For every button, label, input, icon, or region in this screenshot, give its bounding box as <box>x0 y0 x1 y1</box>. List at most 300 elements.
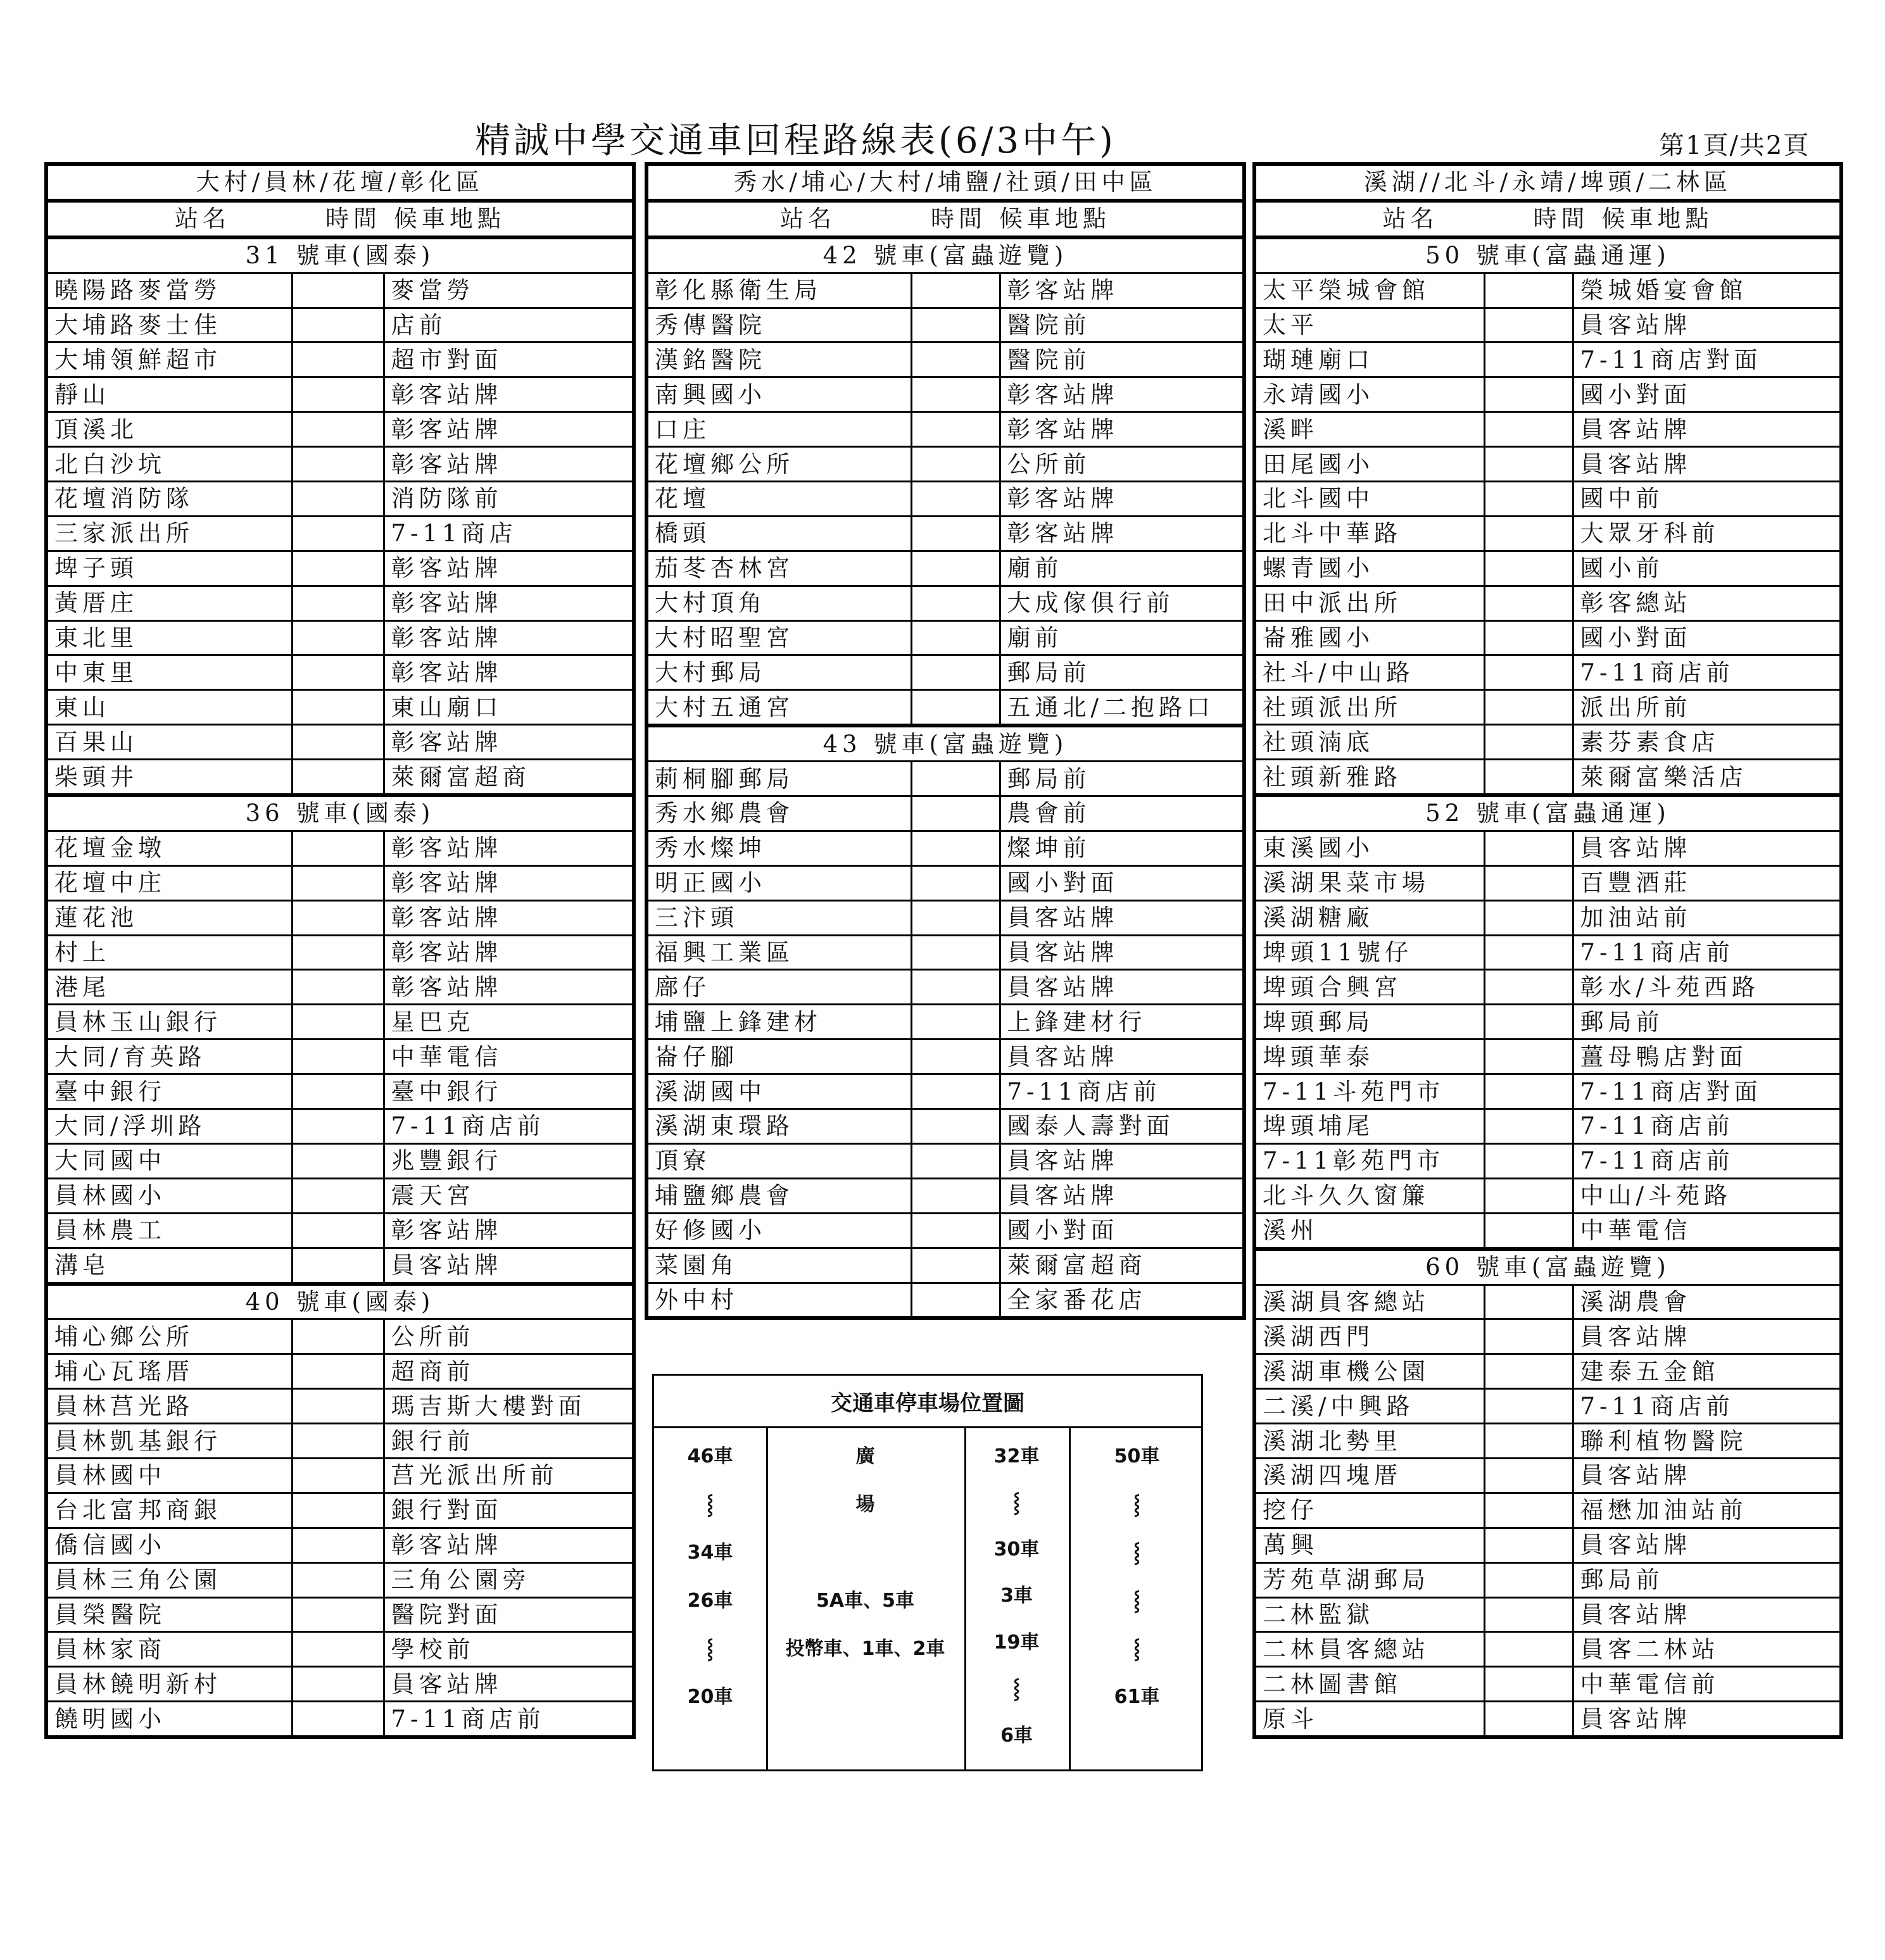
stop-time <box>292 1493 384 1528</box>
stop-row <box>46 655 634 690</box>
stop-place: 彰客站牌 <box>384 586 634 620</box>
stop-row <box>1254 620 1841 655</box>
stop-name: 員林家商 <box>46 1632 292 1667</box>
stop-time <box>1484 377 1573 412</box>
stop-name: 黃厝庄 <box>46 586 292 620</box>
stop-name: 二林監獄 <box>1254 1597 1484 1632</box>
stop-name: 員林凱基銀行 <box>46 1424 292 1459</box>
stop-place: 福懋加油站前 <box>1573 1493 1841 1528</box>
parking-map <box>652 1374 1203 1771</box>
bus-label: 42 號車(富蟲遊覽) <box>646 237 1244 273</box>
stop-place: 員客站牌 <box>1000 900 1244 935</box>
stop-time <box>292 1248 384 1283</box>
stop-row <box>1254 1458 1841 1493</box>
stop-place: 醫院前 <box>1000 342 1244 377</box>
bus-header <box>1254 1249 1841 1285</box>
stop-time <box>1484 516 1573 551</box>
col-name-label: 站名 <box>175 205 230 233</box>
stop-row <box>46 1248 634 1283</box>
stop-row <box>646 1283 1244 1318</box>
stop-place: 彰客站牌 <box>384 725 634 760</box>
stop-name: 7-11彰苑門市 <box>1254 1143 1484 1178</box>
stop-time <box>911 551 1000 586</box>
stop-name: 廍仔 <box>646 970 911 1005</box>
stop-time <box>1484 760 1573 795</box>
parking-label: 34車 <box>687 1542 733 1564</box>
stop-name: 溝皂 <box>46 1248 292 1283</box>
stop-time <box>1484 1213 1573 1248</box>
stop-row <box>46 1213 634 1248</box>
stop-place: 彰客站牌 <box>1000 516 1244 551</box>
stop-time <box>1484 1005 1573 1040</box>
stop-row <box>1254 1213 1841 1248</box>
stop-place: 彰客站牌 <box>384 620 634 655</box>
stop-time <box>292 1424 384 1459</box>
stop-time <box>1484 273 1573 308</box>
stop-time <box>292 412 384 447</box>
stop-time <box>911 412 1000 447</box>
stop-name: 員林國中 <box>46 1458 292 1493</box>
stop-name: 埤子頭 <box>46 551 292 586</box>
stop-place: 郵局前 <box>1000 762 1244 796</box>
parking-label: 5A車、5車 <box>816 1590 914 1612</box>
stop-name: 頂寮 <box>646 1143 911 1178</box>
stop-row <box>646 796 1244 831</box>
stop-place: 7-11商店前 <box>1573 935 1841 970</box>
stop-name: 員榮醫院 <box>46 1597 292 1632</box>
stop-name: 花壇中庄 <box>46 865 292 900</box>
bus-header <box>46 237 634 273</box>
stop-place: 員客站牌 <box>1573 1597 1841 1632</box>
stop-row <box>646 377 1244 412</box>
stop-place: 彰客站牌 <box>384 412 634 447</box>
stop-name: 秀水燦坤 <box>646 831 911 865</box>
bus-label: 60 號車(富蟲遊覽) <box>1254 1249 1841 1285</box>
stop-row <box>646 620 1244 655</box>
stop-row <box>1254 1528 1841 1562</box>
bus-header <box>1254 795 1841 831</box>
stop-row <box>646 762 1244 796</box>
stop-place: 店前 <box>384 308 634 342</box>
stop-row <box>1254 1285 1841 1319</box>
stop-place: 彰客站牌 <box>1000 273 1244 308</box>
stop-name: 靜山 <box>46 377 292 412</box>
stop-time <box>1484 865 1573 900</box>
stop-time <box>911 1143 1000 1178</box>
stop-place: 農會前 <box>1000 796 1244 831</box>
page-number: 第1頁/共2頁 <box>1659 131 1810 160</box>
stop-time <box>1484 586 1573 620</box>
stop-place: 郵局前 <box>1000 655 1244 690</box>
stop-time <box>1484 1354 1573 1389</box>
stop-place: 瑪吉斯大樓對面 <box>384 1389 634 1424</box>
stop-name: 花壇消防隊 <box>46 482 292 517</box>
parking-col-1 <box>654 1426 766 1769</box>
stop-name: 員林饒明新村 <box>46 1667 292 1702</box>
stop-row <box>646 1040 1244 1074</box>
stop-name: 原斗 <box>1254 1702 1484 1737</box>
stop-place: 素芬素食店 <box>1573 725 1841 760</box>
stop-place: 彰客站牌 <box>384 970 634 1005</box>
stop-place: 國小對面 <box>1573 620 1841 655</box>
stop-time <box>1484 1143 1573 1178</box>
stop-place: 7-11商店前 <box>384 1702 634 1737</box>
region-header <box>46 164 634 201</box>
parking-label: ⸾ <box>1133 1590 1140 1612</box>
stop-row <box>1254 1702 1841 1737</box>
stop-row <box>1254 412 1841 447</box>
stop-name: 社斗/中山路 <box>1254 655 1484 690</box>
stop-place: 全家番花店 <box>1000 1283 1244 1318</box>
stop-place: 燦坤前 <box>1000 831 1244 865</box>
stop-time <box>1484 1319 1573 1354</box>
stop-row <box>46 1562 634 1597</box>
stop-name: 大埔領鮮超市 <box>46 342 292 377</box>
parking-label: 19車 <box>993 1631 1040 1654</box>
stop-time <box>911 447 1000 482</box>
stop-time <box>292 1040 384 1074</box>
stop-row <box>46 482 634 517</box>
stop-row <box>46 690 634 725</box>
stop-row <box>1254 690 1841 725</box>
parking-label: 32車 <box>993 1445 1040 1467</box>
stop-time <box>1484 1424 1573 1459</box>
stop-time <box>1484 1562 1573 1597</box>
stop-place: 7-11商店對面 <box>1573 1074 1841 1109</box>
stop-row <box>1254 1424 1841 1459</box>
stop-time <box>292 273 384 308</box>
stop-time <box>292 655 384 690</box>
stop-row <box>1254 1074 1841 1109</box>
stop-name: 福興工業區 <box>646 935 911 970</box>
stop-time <box>1484 1285 1573 1319</box>
stop-place: 銀行前 <box>384 1424 634 1459</box>
stop-name: 大同/浮圳路 <box>46 1109 292 1144</box>
stop-place: 超市對面 <box>384 342 634 377</box>
stop-name: 社頭湳底 <box>1254 725 1484 760</box>
stop-row <box>1254 1632 1841 1667</box>
stop-place: 員客站牌 <box>1573 1528 1841 1562</box>
stop-name: 外中村 <box>646 1283 911 1318</box>
stop-row <box>46 1702 634 1737</box>
stop-time <box>1484 1178 1573 1213</box>
stop-place: 員客站牌 <box>1573 1319 1841 1354</box>
stop-row <box>646 516 1244 551</box>
stop-place: 建泰五金館 <box>1573 1354 1841 1389</box>
stop-place: 兆豐銀行 <box>384 1143 634 1178</box>
stop-name: 花壇鄉公所 <box>646 447 911 482</box>
bus-label: 40 號車(國泰) <box>46 1284 634 1319</box>
stop-place: 彰客站牌 <box>1000 377 1244 412</box>
col-name-label: 站名 <box>1382 205 1439 233</box>
stop-row <box>646 586 1244 620</box>
stop-name: 萬興 <box>1254 1528 1484 1562</box>
stop-name: 大同國中 <box>46 1143 292 1178</box>
stop-place: 麥當勞 <box>384 273 634 308</box>
stop-name: 大村昭聖宮 <box>646 620 911 655</box>
stop-time <box>292 831 384 865</box>
stop-row <box>1254 725 1841 760</box>
stop-place: 莒光派出所前 <box>384 1458 634 1493</box>
stop-time <box>292 1354 384 1389</box>
stop-place: 榮城婚宴會館 <box>1573 273 1841 308</box>
stop-time <box>1484 412 1573 447</box>
region-title: 溪湖//北斗/永靖/埤頭/二林區 <box>1254 164 1841 201</box>
stop-time <box>911 586 1000 620</box>
parking-label: 30車 <box>993 1538 1040 1561</box>
stop-row <box>46 412 634 447</box>
stop-time <box>1484 655 1573 690</box>
stop-place: 員客站牌 <box>1000 1040 1244 1074</box>
stop-row <box>646 690 1244 726</box>
stop-place: 國小前 <box>1573 551 1841 586</box>
region-title: 秀水/埔心/大村/埔鹽/社頭/田中區 <box>646 164 1244 201</box>
stop-place: 員客站牌 <box>1000 1143 1244 1178</box>
bus-label: 36 號車(國泰) <box>46 795 634 831</box>
stop-time <box>292 1109 384 1144</box>
stop-place: 上鋒建材行 <box>1000 1005 1244 1040</box>
stop-name: 芳苑草湖郵局 <box>1254 1562 1484 1597</box>
stop-row <box>1254 516 1841 551</box>
stop-name: 太平榮城會館 <box>1254 273 1484 308</box>
stop-name: 花壇金墩 <box>46 831 292 865</box>
stop-name: 口庄 <box>646 412 911 447</box>
stop-row <box>1254 1562 1841 1597</box>
stop-row <box>1254 482 1841 517</box>
stop-time <box>1484 900 1573 935</box>
stop-name: 好修國小 <box>646 1213 911 1248</box>
stop-name: 莿桐腳郵局 <box>646 762 911 796</box>
route-table-1 <box>44 162 636 1739</box>
bus-label: 52 號車(富蟲通運) <box>1254 795 1841 831</box>
stop-row <box>1254 342 1841 377</box>
stop-place: 派出所前 <box>1573 690 1841 725</box>
stop-row <box>1254 273 1841 308</box>
stop-row <box>46 900 634 935</box>
stop-name: 曉陽路麥當勞 <box>46 273 292 308</box>
parking-label: ⸾ <box>1133 1638 1140 1660</box>
stop-place: 員客站牌 <box>1000 970 1244 1005</box>
stop-place: 萊爾富樂活店 <box>1573 760 1841 795</box>
stop-name: 溪湖糖廠 <box>1254 900 1484 935</box>
stop-time <box>1484 1074 1573 1109</box>
stop-time <box>1484 831 1573 865</box>
stop-time <box>911 308 1000 342</box>
stop-name: 埔心鄉公所 <box>46 1319 292 1354</box>
stop-time <box>1484 1458 1573 1493</box>
stop-row <box>1254 900 1841 935</box>
stop-name: 螺青國小 <box>1254 551 1484 586</box>
stop-row <box>1254 1354 1841 1389</box>
stop-time <box>292 1319 384 1354</box>
stop-time <box>292 516 384 551</box>
stop-row <box>46 1493 634 1528</box>
stop-time <box>292 1597 384 1632</box>
stop-time <box>911 1283 1000 1318</box>
parking-label: 3車 <box>1000 1585 1033 1607</box>
stop-name: 崙雅國小 <box>1254 620 1484 655</box>
parking-label: 50車 <box>1114 1445 1160 1467</box>
stop-time <box>911 970 1000 1005</box>
stop-place: 五通北/二抱路口 <box>1000 690 1244 726</box>
stop-time <box>1484 482 1573 517</box>
stop-row <box>646 900 1244 935</box>
stop-row <box>1254 1389 1841 1424</box>
stop-time <box>911 762 1000 796</box>
parking-label: 20車 <box>687 1686 733 1708</box>
stop-row <box>46 1632 634 1667</box>
stop-row <box>46 1109 634 1144</box>
stop-name: 北斗國中 <box>1254 482 1484 517</box>
stop-name: 台北富邦商銀 <box>46 1493 292 1528</box>
stop-place: 公所前 <box>1000 447 1244 482</box>
col-time-label: 時間 <box>325 205 381 233</box>
stop-place: 星巴克 <box>384 1005 634 1040</box>
stop-name: 頂溪北 <box>46 412 292 447</box>
parking-label: 投幣車、1車、2車 <box>785 1638 945 1660</box>
stop-row <box>1254 1178 1841 1213</box>
stop-time <box>1484 342 1573 377</box>
stop-name: 百果山 <box>46 725 292 760</box>
stop-name: 二林圖書館 <box>1254 1667 1484 1702</box>
column-header <box>1254 201 1841 237</box>
stop-row <box>46 1040 634 1074</box>
stop-place: 萊爾富超商 <box>384 760 634 795</box>
stop-time <box>292 620 384 655</box>
stop-place: 彰客站牌 <box>384 831 634 865</box>
stop-row <box>46 831 634 865</box>
stop-row <box>46 1143 634 1178</box>
stop-row <box>646 655 1244 690</box>
stop-time <box>911 482 1000 517</box>
stop-name: 埔心瓦瑤厝 <box>46 1354 292 1389</box>
stop-time <box>911 935 1000 970</box>
stop-row <box>46 1458 634 1493</box>
stop-time <box>911 1213 1000 1248</box>
stop-time <box>292 1632 384 1667</box>
column-header-row <box>1254 201 1841 237</box>
stop-time <box>1484 690 1573 725</box>
parking-label: 6車 <box>1000 1724 1033 1747</box>
stop-row <box>1254 1667 1841 1702</box>
stop-place: 員客站牌 <box>1573 1458 1841 1493</box>
stop-place: 三角公園旁 <box>384 1562 634 1597</box>
stop-place: 彰客站牌 <box>384 1528 634 1562</box>
stop-place: 7-11商店前 <box>1573 1389 1841 1424</box>
stop-time <box>292 342 384 377</box>
stop-time <box>292 1458 384 1493</box>
stop-time <box>1484 1528 1573 1562</box>
stop-name: 花壇 <box>646 482 911 517</box>
stop-row <box>646 831 1244 865</box>
column-header-row <box>46 201 634 237</box>
stop-name: 溪湖員客總站 <box>1254 1285 1484 1319</box>
stop-row <box>1254 760 1841 795</box>
stop-name: 三家派出所 <box>46 516 292 551</box>
stop-place: 中華電信前 <box>1573 1667 1841 1702</box>
col-place-label: 候車地點 <box>999 205 1111 233</box>
stop-time <box>1484 1702 1573 1737</box>
stop-time <box>1484 1109 1573 1144</box>
stop-row <box>46 760 634 795</box>
stop-row <box>646 865 1244 900</box>
parking-label: ⸾ <box>1133 1542 1140 1564</box>
stop-place: 員客站牌 <box>1573 412 1841 447</box>
parking-label: ⸾ <box>1133 1493 1140 1516</box>
stop-row <box>46 1074 634 1109</box>
stop-name: 秀水鄉農會 <box>646 796 911 831</box>
stop-time <box>911 655 1000 690</box>
stop-row <box>646 412 1244 447</box>
col-place-label: 候車地點 <box>394 205 505 233</box>
stop-time <box>1484 620 1573 655</box>
stop-place: 彰客站牌 <box>384 935 634 970</box>
stop-row <box>646 1213 1244 1248</box>
parking-label: ⸾ <box>1013 1492 1020 1514</box>
stop-place: 聯利植物醫院 <box>1573 1424 1841 1459</box>
stop-time <box>292 1562 384 1597</box>
stop-name: 明正國小 <box>646 865 911 900</box>
stop-name: 蓮花池 <box>46 900 292 935</box>
stop-place: 7-11商店前 <box>1573 1109 1841 1144</box>
col-time-label: 時間 <box>931 205 987 233</box>
stop-time <box>292 1667 384 1702</box>
col-place-label: 候車地點 <box>1601 205 1713 233</box>
stop-place: 彰客站牌 <box>384 377 634 412</box>
stop-name: 溪州 <box>1254 1213 1484 1248</box>
stop-place: 彰客站牌 <box>384 447 634 482</box>
stop-time <box>292 551 384 586</box>
stop-time <box>911 1074 1000 1109</box>
stop-place: 彰水/斗苑西路 <box>1573 970 1841 1005</box>
region-header <box>1254 164 1841 201</box>
stop-place: 超商前 <box>384 1354 634 1389</box>
stop-place: 員客站牌 <box>1573 831 1841 865</box>
stop-name: 瑚璉廟口 <box>1254 342 1484 377</box>
stop-place: 臺中銀行 <box>384 1074 634 1109</box>
stop-row <box>1254 655 1841 690</box>
stop-place: 國中前 <box>1573 482 1841 517</box>
bus-header <box>646 237 1244 273</box>
stop-place: 銀行對面 <box>384 1493 634 1528</box>
stop-name: 東溪國小 <box>1254 831 1484 865</box>
stop-name: 柴頭井 <box>46 760 292 795</box>
stop-name: 北白沙坑 <box>46 447 292 482</box>
stop-place: 中山/斗苑路 <box>1573 1178 1841 1213</box>
stop-time <box>292 690 384 725</box>
bus-label: 50 號車(富蟲通運) <box>1254 237 1841 273</box>
stop-name: 秀傳醫院 <box>646 308 911 342</box>
stop-row <box>1254 831 1841 865</box>
stop-name: 東北里 <box>46 620 292 655</box>
stop-name: 僑信國小 <box>46 1528 292 1562</box>
stop-name: 橋頭 <box>646 516 911 551</box>
stop-place: 7-11商店前 <box>1573 1143 1841 1178</box>
stop-name: 村上 <box>46 935 292 970</box>
stop-name: 大村五通宮 <box>646 690 911 726</box>
stop-row <box>46 273 634 308</box>
column-header-row <box>646 201 1244 237</box>
stop-row <box>1254 586 1841 620</box>
stop-name: 溪湖北勢里 <box>1254 1424 1484 1459</box>
route-table-3 <box>1252 162 1843 1739</box>
stop-row <box>1254 551 1841 586</box>
stop-place: 彰客總站 <box>1573 586 1841 620</box>
stop-place: 7-11商店前 <box>1000 1074 1244 1109</box>
stop-name: 社頭新雅路 <box>1254 760 1484 795</box>
stop-time <box>292 1143 384 1178</box>
stop-name: 員林農工 <box>46 1213 292 1248</box>
